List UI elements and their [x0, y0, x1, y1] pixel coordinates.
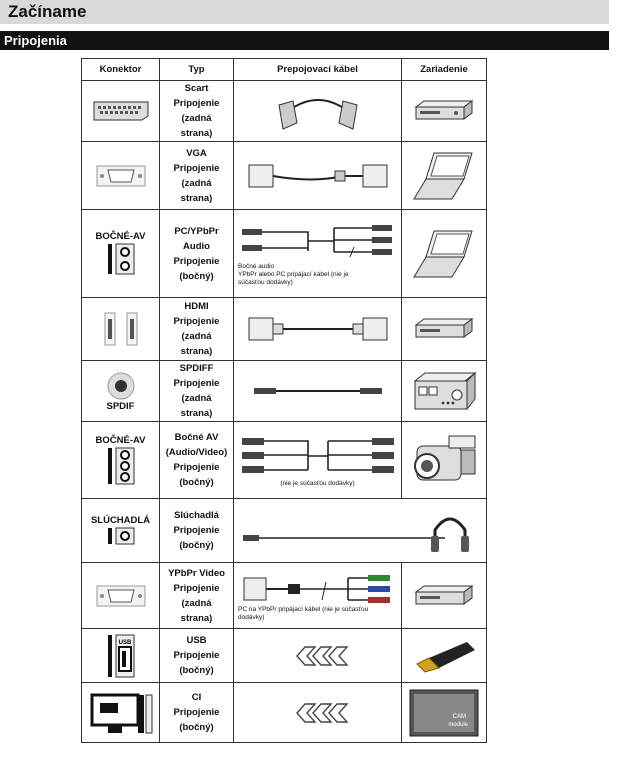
type-line: Pripojenie — [173, 650, 220, 661]
column-header: Typ — [160, 59, 234, 81]
type-line: strana) — [180, 192, 213, 204]
device-cell — [402, 142, 487, 210]
type-cell — [160, 298, 234, 361]
table-row-scart — [82, 81, 487, 142]
headphones-cable-icon — [235, 506, 485, 556]
type-line: Audio — [183, 240, 210, 252]
ci-slot-icon — [88, 691, 154, 735]
scart-socket-icon — [92, 100, 150, 122]
cam-label: CAM — [452, 713, 466, 720]
type-line: (zadná — [181, 331, 212, 342]
type-line: Bočné AV — [174, 432, 219, 443]
type-line: Pripojenie — [173, 462, 220, 473]
connector-label: SLÚCHADLÁ — [90, 515, 151, 526]
connector-cell — [82, 499, 160, 563]
vga-cable-icon — [243, 161, 393, 191]
dvd-player-icon — [414, 317, 474, 341]
type-line: (zadná — [181, 113, 212, 124]
type-line: (zadná — [181, 597, 212, 609]
cable-cell — [234, 683, 402, 743]
cable-note-line: Bočné audio — [238, 262, 275, 270]
cable-note-line: dodávky) — [238, 613, 265, 621]
connector-cell — [82, 81, 160, 142]
laptop-icon — [412, 151, 476, 201]
table-header-row — [82, 59, 487, 81]
type-line: SPDIFF — [179, 363, 214, 374]
dvd-player-icon — [414, 99, 474, 123]
cable-note — [234, 263, 401, 287]
connector-cell — [82, 361, 160, 422]
type-line: (bočný) — [179, 477, 214, 488]
device-cell — [402, 563, 487, 629]
table-row-vga — [82, 142, 487, 210]
type-line: VGA — [186, 147, 207, 159]
connector-label: SPDIF — [106, 400, 135, 412]
type-line: strana) — [180, 346, 213, 357]
device-cell — [402, 629, 487, 683]
type-line: (zadná — [181, 393, 212, 404]
type-cell — [160, 81, 234, 142]
hdmi-cable-icon — [243, 312, 393, 346]
type-line: strana) — [180, 408, 213, 419]
subsection-header — [0, 31, 609, 50]
connector-cell — [82, 422, 160, 499]
insert-arrows-icon — [285, 645, 351, 667]
type-cell — [160, 629, 234, 683]
audio-cable-icon — [238, 221, 398, 263]
connector-label: BOČNÉ-AV — [95, 434, 146, 446]
connector-cell — [82, 563, 160, 629]
cable-note-line: súčasťou dodávky) — [238, 278, 293, 286]
table-row-pc-audio — [82, 210, 487, 298]
device-cell — [402, 81, 487, 142]
side-av-jacks-icon — [106, 242, 136, 276]
cam-module-icon — [408, 688, 480, 738]
cable-cell — [234, 210, 402, 298]
device-cell — [402, 361, 487, 422]
connector-cell — [82, 683, 160, 743]
subsection-title: Pripojenia — [4, 33, 67, 48]
type-line: Pripojenie — [173, 98, 220, 109]
usb-socket-icon — [106, 633, 136, 679]
headphone-jack-icon — [106, 526, 136, 546]
type-line: Pripojenie — [173, 707, 220, 718]
type-line: HDMI — [184, 301, 209, 312]
column-header: Prepojovací kábel — [234, 59, 402, 81]
cable-note-line: YPbPr alebo PC pripájací kábel (nie je — [238, 270, 349, 278]
table-row-usb — [82, 629, 487, 683]
type-line: (bočný) — [179, 722, 214, 733]
type-cell — [160, 210, 234, 298]
av-cable-icon — [238, 432, 398, 480]
dvd-player-icon — [414, 584, 474, 608]
device-cell — [402, 422, 487, 499]
side-av-jacks-icon — [106, 446, 136, 486]
type-line: Pripojenie — [173, 162, 220, 174]
connector-label: BOČNÉ-AV — [95, 231, 146, 242]
usb-port-label: USB — [118, 639, 131, 646]
type-line: strana) — [180, 612, 213, 624]
type-line: (zadná — [181, 177, 212, 189]
cable-note-line: PC na YPbPr pripájací kábel (nie je súčasťou — [238, 605, 369, 613]
column-header: Zariadenie — [402, 59, 487, 81]
device-cell — [402, 210, 487, 298]
type-cell — [160, 142, 234, 210]
vga-socket-icon — [96, 585, 146, 607]
cable-cell — [234, 298, 402, 361]
coaxial-cable-icon — [248, 384, 388, 398]
camcorder-icon — [409, 432, 479, 488]
scart-cable-icon — [273, 91, 363, 131]
type-line: (bočný) — [179, 665, 214, 676]
table-row-spdif — [82, 361, 487, 422]
column-header: Konektor — [82, 59, 160, 81]
cable-cell — [234, 81, 402, 142]
vga-socket-icon — [96, 165, 146, 187]
connector-cell — [82, 142, 160, 210]
spdif-socket-icon — [106, 371, 136, 401]
type-line: (bočný) — [179, 270, 214, 282]
usb-flash-drive-icon — [409, 638, 479, 674]
device-cell — [402, 298, 487, 361]
ypbpr-cable-icon — [238, 570, 398, 606]
amplifier-icon — [411, 371, 477, 411]
laptop-icon — [412, 229, 476, 279]
hdmi-socket-icon — [101, 309, 141, 349]
table-row-headphones — [82, 499, 487, 563]
connector-cell — [82, 210, 160, 298]
type-line: Pripojenie — [173, 582, 220, 594]
type-line: Pripojenie — [173, 378, 220, 389]
type-line: Pripojenie — [173, 316, 220, 327]
type-line: Pripojenie — [173, 255, 220, 267]
type-cell — [160, 563, 234, 629]
cable-cell — [234, 142, 402, 210]
cable-note — [234, 606, 401, 622]
table-row-ci — [82, 683, 487, 743]
type-line: (Audio/Video) — [165, 447, 228, 458]
table-row-hdmi — [82, 298, 487, 361]
type-line: Slúchadlá — [174, 510, 219, 521]
cable-cell — [234, 629, 402, 683]
type-cell — [160, 499, 234, 563]
table-row-ypbpr — [82, 563, 487, 629]
type-line: PC/YPbPr — [174, 225, 219, 237]
table-row-side-av — [82, 422, 487, 499]
device-cell — [402, 683, 487, 743]
type-line: (bočný) — [179, 540, 214, 551]
type-line: strana) — [180, 128, 213, 139]
cable-cell — [234, 361, 402, 422]
cable-device-cell — [234, 499, 487, 563]
section-title: Začíname — [8, 2, 87, 21]
connector-cell — [82, 629, 160, 683]
connections-table — [81, 58, 487, 743]
type-line: Pripojenie — [173, 525, 220, 536]
section-header — [0, 0, 609, 24]
type-line: USB — [186, 635, 207, 646]
type-line: YPbPr Video — [168, 567, 225, 579]
cable-note: (nie je súčasťou dodávky) — [280, 480, 355, 487]
cable-cell — [234, 422, 402, 499]
type-cell — [160, 683, 234, 743]
type-line: CI — [191, 692, 202, 703]
connector-cell — [82, 298, 160, 361]
type-line: Scart — [184, 83, 209, 94]
insert-arrows-icon — [285, 702, 351, 724]
module-label: module — [448, 721, 468, 728]
type-cell — [160, 361, 234, 422]
cable-cell — [234, 563, 402, 629]
type-cell — [160, 422, 234, 499]
